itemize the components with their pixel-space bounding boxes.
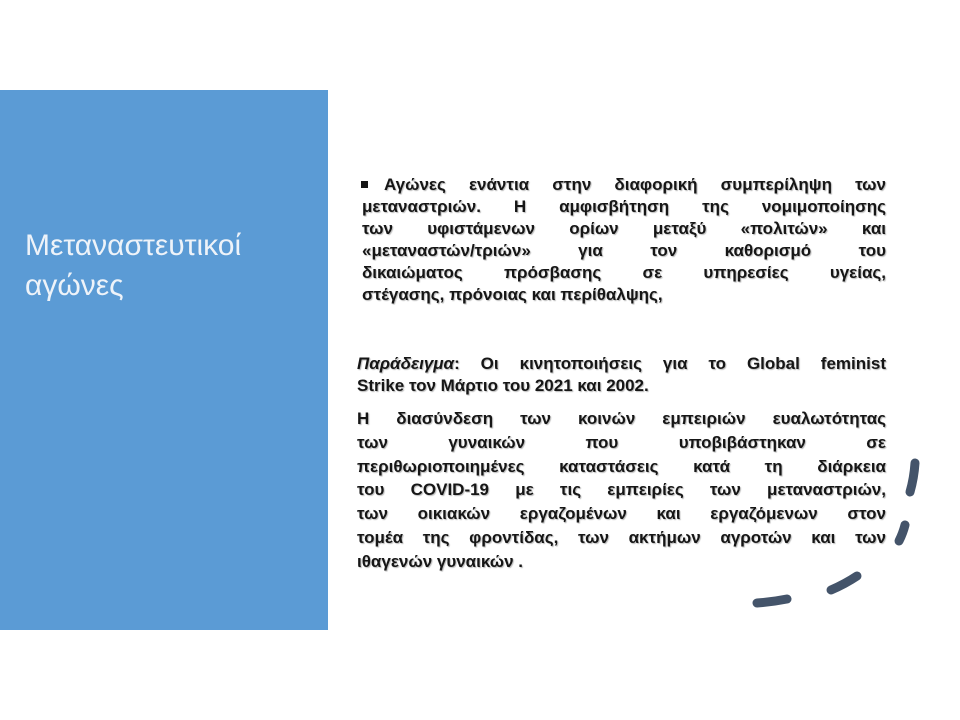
example-paragraph	[357, 353, 886, 397]
text-line: των υφιστάμενων ορίων μεταξύ «πολιτών» και	[362, 219, 886, 238]
example-text: : Οι κινητοποιήσεις για το Global feminist	[454, 354, 886, 373]
covid-paragraph	[357, 407, 886, 574]
example-label: Παράδειγμα	[357, 354, 455, 373]
text-line: περιθωριοποιημένες καταστάσεις κατά τη διάρκεια	[357, 456, 886, 476]
arc-dash	[831, 576, 857, 590]
text-line: τομέα της φροντίδας, των ακτήμων αγροτών και των	[357, 527, 886, 547]
bullet-point	[362, 174, 886, 306]
text-line: Αγώνες ενάντια στην διαφορική συμπερίληψη των	[384, 175, 886, 194]
text-line: των γυναικών που υποβιβάστηκαν σε	[357, 432, 886, 452]
arc-dash	[899, 525, 905, 541]
square-bullet-icon	[361, 181, 368, 188]
text-line: Η διασύνδεση των κοινών εμπειριών ευαλωτότητας	[357, 409, 886, 428]
slide-title-line: Μεταναστευτικοί	[25, 229, 242, 262]
text-line: ιθαγενών γυναικών .	[357, 551, 524, 571]
text-line	[357, 353, 886, 375]
text-line: Strike τον Μάρτιο του 2021 και 2002.	[357, 376, 649, 395]
text-line: δικαιώματος πρόσβασης σε υπηρεσίες υγείας,	[362, 263, 886, 282]
text-line: στέγασης, πρόνοιας και περίθαλψης,	[362, 285, 663, 304]
text-line: του COVID-19 με τις εμπειρίες των μεταναστριών,	[357, 480, 886, 500]
arc-dash	[910, 463, 915, 492]
slide-title	[25, 226, 315, 306]
text-line: «μεταναστών/τριών» για τον καθορισμό του	[362, 241, 886, 260]
text-line: μεταναστριών. Η αμφισβήτηση της νομιμοποίησης	[362, 197, 886, 216]
slide-title-line: αγώνες	[25, 269, 124, 302]
arc-dash	[757, 599, 787, 603]
text-line: των οικιακών εργαζομένων και εργαζόμενων στον	[357, 504, 886, 524]
title-panel	[0, 90, 328, 630]
